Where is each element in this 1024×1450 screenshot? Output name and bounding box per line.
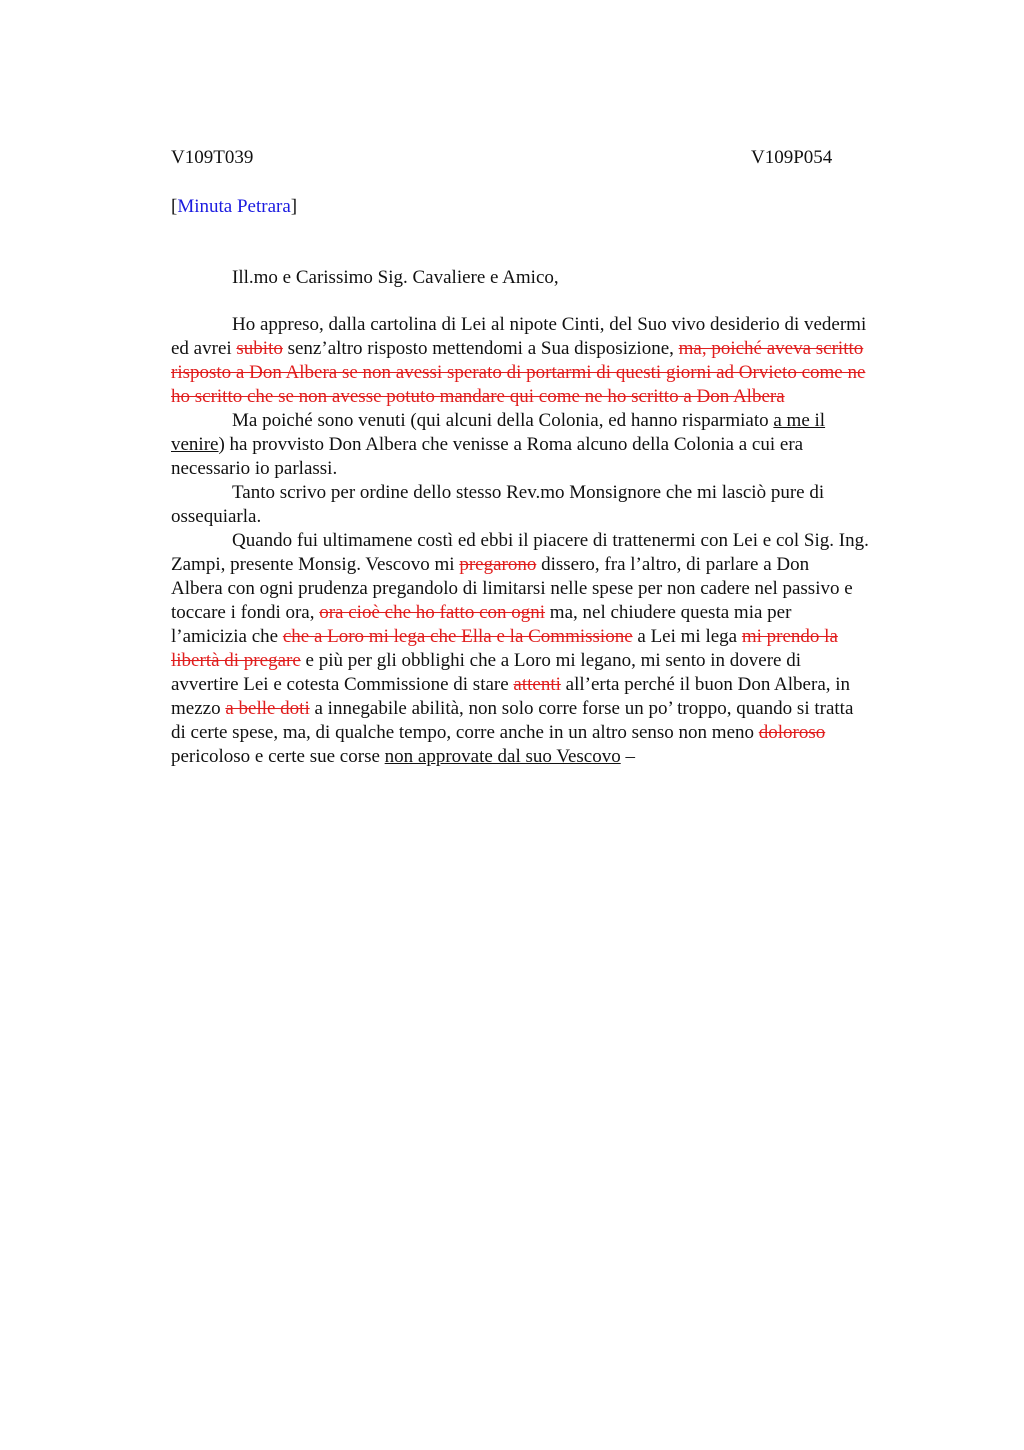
letter-line	[171, 313, 931, 337]
text-segment: a Lei mi lega	[632, 626, 742, 647]
letter-line	[171, 673, 931, 697]
text-segment: senz’altro risposto mettendomi a Sua disposizione,	[282, 338, 679, 359]
deleted-text: pregarono	[459, 554, 537, 575]
text-segment: Zampi, presente Monsig. Vescovo mi	[171, 554, 460, 575]
letter-line	[171, 553, 931, 577]
deleted-text: attenti	[513, 674, 561, 695]
deleted-text: a belle doti	[225, 698, 310, 719]
text-segment: Ho appreso, dalla cartolina di Lei al nipote Cinti, del Suo vivo desiderio di vedermi	[232, 314, 867, 335]
text-segment: all’erta perché il buon Don Albera, in	[560, 674, 851, 695]
text-segment: –	[620, 746, 635, 767]
text-segment: l’amicizia che	[171, 626, 283, 647]
letter-line	[171, 457, 931, 481]
underlined-text: venire	[171, 434, 219, 455]
text-segment: avvertire Lei e cotesta Commissione di stare	[171, 674, 514, 695]
letter-line	[171, 745, 931, 769]
letter-body	[171, 313, 931, 769]
document-code-right: V109P054	[751, 147, 833, 168]
letter-line	[171, 433, 931, 457]
letter-salutation: Ill.mo e Carissimo Sig. Cavaliere e Amico,	[232, 267, 559, 288]
letter-line	[171, 505, 931, 529]
letter-line	[171, 649, 931, 673]
letter-line	[171, 385, 931, 409]
text-segment: dissero, fra l’altro, di parlare a Don	[536, 554, 810, 575]
letter-line	[171, 721, 931, 745]
deleted-text: ho scritto che se non avesse potuto mandare qui come ne ho scritto a Don Albera	[171, 386, 785, 407]
deleted-text: libertà di pregare	[171, 650, 301, 671]
text-segment: a innegabile abilità, non solo corre forse un po’ troppo, quando si tratta	[309, 698, 854, 719]
text-segment: di certe spese, ma, di qualche tempo, corre anche in un altro senso non meno	[171, 722, 759, 743]
letter-line	[171, 601, 931, 625]
deleted-text: risposto a Don Albera se non avessi sperato di portarmi di questi giorni ad Orvieto come ne	[171, 362, 866, 383]
text-segment: Quando fui ultimamene costì ed ebbi il piacere di trattenermi con Lei e col Sig. Ing.	[232, 530, 869, 551]
text-segment: pericoloso e certe sue corse	[171, 746, 385, 767]
label-bracket-close: ]	[290, 196, 298, 217]
underlined-text: a me il	[773, 410, 826, 431]
deleted-text: mi prendo la	[741, 626, 838, 647]
text-segment: Tanto scrivo per ordine dello stesso Rev.mo Monsignore che mi lasciò pure di	[232, 482, 825, 503]
deleted-text: ora cioè che ho fatto con ogni	[319, 602, 546, 623]
label-bracket-open: [	[171, 196, 178, 217]
letter-line	[171, 361, 931, 385]
letter-line	[171, 697, 931, 721]
text-segment: Ma poiché sono venuti (qui alcuni della Colonia, ed hanno risparmiato	[232, 410, 774, 431]
text-segment: toccare i fondi ora,	[171, 602, 320, 623]
letter-line	[171, 409, 931, 433]
text-segment: Albera con ogni prudenza pregandolo di limitarsi nelle spese per non cadere nel passivo e	[171, 578, 853, 599]
label-text: Minuta Petrara	[177, 196, 291, 217]
letter-line	[171, 577, 931, 601]
text-segment: ed avrei	[171, 338, 237, 359]
letter-line	[171, 337, 931, 361]
deleted-text: ma, poiché aveva scritto	[678, 338, 864, 359]
text-segment: ) ha provvisto Don Albera che venisse a Roma alcuno della Colonia a cui era	[218, 434, 804, 455]
deleted-text: subito	[236, 338, 283, 359]
deleted-text: che a Loro mi lega che Ella e la Commissione	[282, 626, 633, 647]
letter-line	[171, 481, 931, 505]
text-segment: necessario io parlassi.	[171, 458, 338, 479]
letter-line	[171, 529, 931, 553]
text-segment: ma, nel chiudere questa mia per	[545, 602, 792, 623]
document-label	[171, 195, 297, 219]
text-segment: e più per gli obblighi che a Loro mi legano, mi sento in dovere di	[300, 650, 801, 671]
underlined-text: non approvate dal suo Vescovo	[384, 746, 621, 767]
text-segment: mezzo	[171, 698, 226, 719]
text-segment: ossequiarla.	[171, 506, 262, 527]
deleted-text: doloroso	[758, 722, 826, 743]
letter-line	[171, 625, 931, 649]
document-code-left: V109T039	[171, 147, 254, 168]
